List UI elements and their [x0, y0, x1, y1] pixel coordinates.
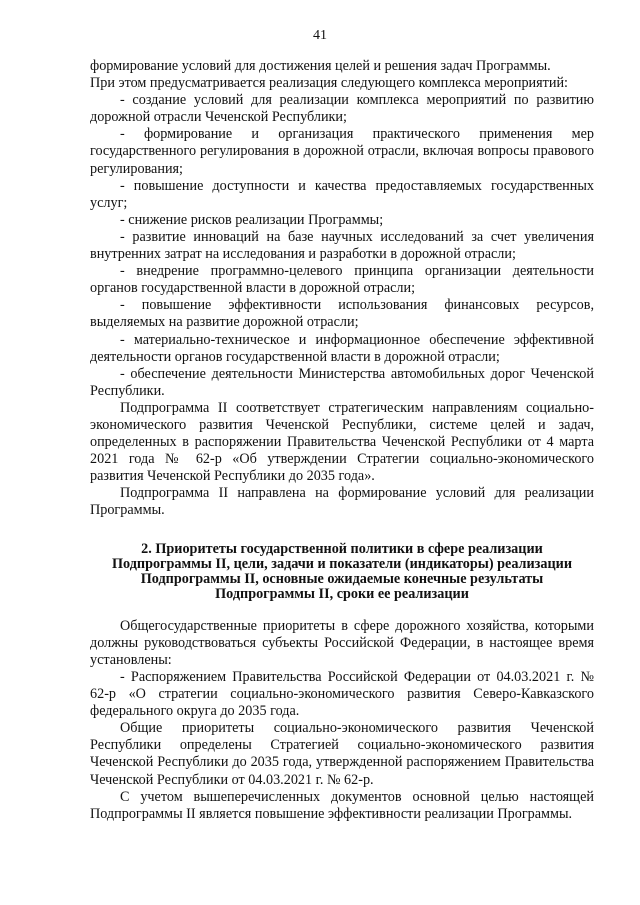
page-number: 41	[313, 28, 327, 43]
list-item-bullet: - материально-техническое и информационное обеспечение эффективной деятельности органов государственной власти в дорожной отрасли;	[90, 331, 594, 365]
intro-line-1: формирование условий для достижения целей и решения задач Программы.	[90, 58, 551, 74]
list-item-bullet: - повышение эффективности использования финансовых ресурсов, выделяемых на развитие дорожной отрасли;	[90, 297, 594, 331]
list-item-bullet: - повышение доступности и качества предоставляемых государственных услуг;	[90, 177, 594, 211]
paragraph-goal: С учетом вышеперечисленных документов основной целью настоящей Подпрограммы II является повышение эффективности реализации Программы.	[90, 788, 594, 822]
paragraph-common-priorities: Общие приоритеты социально-экономического развития Чеченской Республики определены Стратегией социально-экономического развития Чеченской Республики до 2035 года, утвержденной распоряжением Правительства Чеченской Республики от 04.03.2021 г. № 62-р.	[90, 720, 594, 788]
section-heading-line: 2. Приоритеты государственной политики в сфере реализации	[141, 540, 543, 557]
section-heading-line: Подпрограммы II, цели, задачи и показатели (индикаторы) реализации	[112, 555, 572, 572]
paragraph-priorities: Общегосударственные приоритеты в сфере дорожного хозяйства, которыми должны руководствоваться субъекты Российской Федерации, в настоящее время установлены:	[90, 617, 594, 668]
section-heading	[90, 542, 594, 603]
list-item-bullet: - развитие инноваций на базе научных исследований за счет увеличения внутренних затрат на исследования и разработки в дорожной отрасли;	[90, 228, 594, 263]
paragraph-strategy: Подпрограмма II соответствует стратегическим направлениям социально-экономического развития Чеченской Республики, системе целей и задач, определенных в распоряжении Правительства Чеченской Республики от 4 марта 2021 года № 62-р «Об утверждении Стратегии социально-экономического развития Чеченской Республики до 2035 года».	[90, 399, 594, 485]
list-item-bullet: - создание условий для реализации комплекса мероприятий по развитию дорожной отрасли Чеченской Республики;	[90, 92, 594, 126]
list-item-bullet: - обеспечение деятельности Министерства автомобильных дорог Чеченской Республики.	[90, 365, 594, 399]
list-item-bullet: - внедрение программно-целевого принципа организации деятельности органов государственной власти в дорожной отрасли;	[90, 263, 594, 297]
section-heading-line: Подпрограммы II, сроки ее реализации	[215, 586, 469, 603]
list-item-bullet: - снижение рисков реализации Программы;	[120, 211, 384, 228]
paragraph-direction: Подпрограмма II направлена на формирование условий для реализации Программы.	[90, 485, 594, 519]
document-body	[90, 58, 594, 823]
intro-line-2: При этом предусматривается реализация следующего комплекса мероприятий:	[90, 75, 568, 92]
list-item-order: - Распоряжением Правительства Российской Федерации от 04.03.2021 г. № 62-р «О стратегии социально-экономического развития Северо-Кавказского федерального округа до 2035 года.	[90, 669, 594, 720]
list-item-bullet: - формирование и организация практического применения мер государственного регулирования в дорожной отрасли, включая вопросы правового регулирования;	[90, 126, 594, 177]
section-heading-line: Подпрограммы II, основные ожидаемые конечные результаты	[140, 571, 544, 588]
